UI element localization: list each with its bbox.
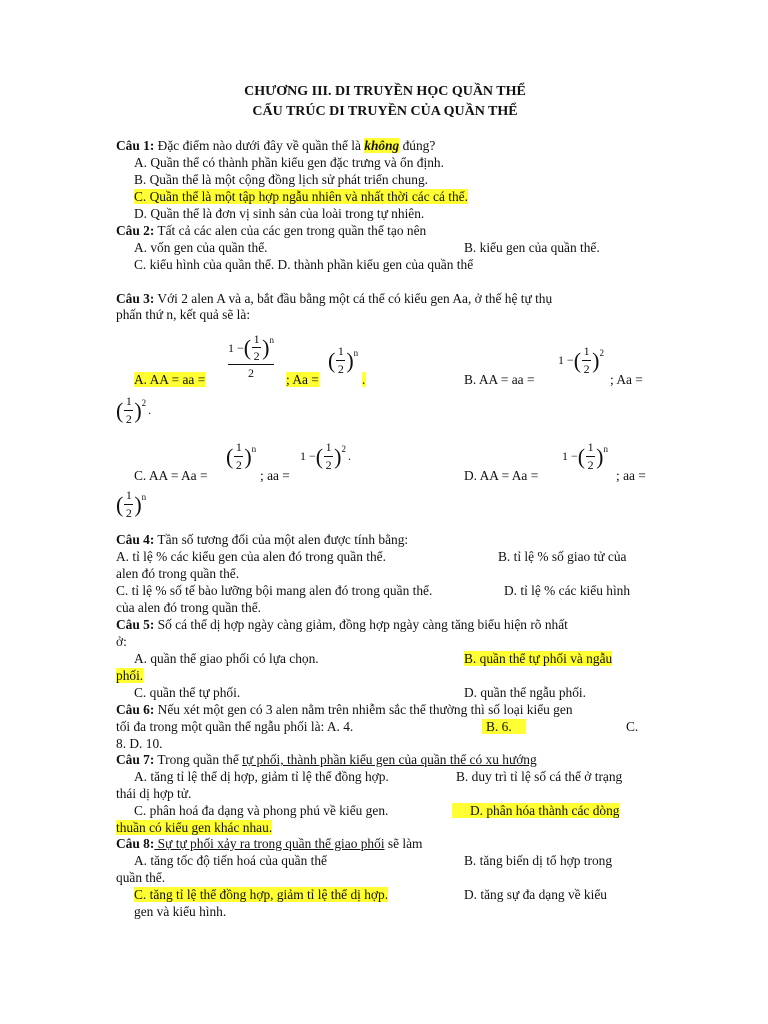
q8-option-b-cont: quần thể. — [116, 870, 166, 885]
q2-option-b: B. kiểu gen của quần thể. — [464, 240, 600, 255]
q1-stem: Câu 1: Đặc điểm nào dưới đây về quần thể là không đúng? — [116, 138, 436, 153]
q7-option-b: B. duy trì tỉ lệ số cá thể ở trạng — [456, 769, 623, 784]
q8-stem: Câu 8: Sự tự phối xảy ra trong quần thể giao phối sẽ làm — [116, 836, 423, 851]
q7-option-b-cont: thái dị hợp tử. — [116, 786, 192, 801]
q3-option-a-end: . — [362, 372, 366, 387]
q3-option-a-label: A. AA = aa = — [134, 372, 206, 387]
q3-option-d-label: D. AA = Aa = — [464, 468, 539, 483]
q3-option-b-pow2: ( 1 2 ) 2 . — [116, 394, 152, 426]
q4-option-b: B. tỉ lệ % số giao tử của — [498, 549, 627, 564]
q5-option-c: C. quần thể tự phối. — [134, 685, 241, 700]
q8-option-d-cont: gen và kiểu hình. — [134, 904, 227, 919]
q7-option-d-cont: thuần có kiểu gen khác nhau. — [116, 820, 273, 835]
q5-stem: Câu 5: Số cá thể dị hợp ngày càng giảm, đồng hợp ngày càng tăng biểu hiện rõ nhất — [116, 617, 568, 632]
q6-option-b: B. 6. — [482, 719, 526, 735]
q5-option-d: D. quần thể ngẫu phối. — [464, 685, 586, 700]
q5-stem-cont: ở: — [116, 634, 127, 649]
q3-option-c-label: C. AA = Aa = — [134, 468, 208, 483]
q4-option-d: D. tỉ lệ % các kiểu hình — [504, 583, 631, 598]
q3-option-d-pow2: ( 1 2 ) n — [116, 488, 147, 520]
q5-option-a: A. quần thể giao phối có lựa chọn. — [134, 651, 319, 666]
q4-option-c: C. tỉ lệ % số tế bào lưỡng bội mang alen đó trong quần thể. — [116, 583, 433, 598]
q4-stem: Câu 4: Tần số tương đối của một alen được tính bằng: — [116, 532, 409, 547]
q3-option-a-mid: ; Aa = — [286, 372, 319, 387]
q3-option-a-frac: 1 − ( 1 2 ) n 2 — [228, 332, 274, 380]
q2-option-a: A. vốn gen của quần thể. — [134, 240, 268, 255]
q4-option-a: A. tỉ lệ % các kiểu gen của alen đó trong quần thể. — [116, 549, 386, 564]
q3-option-d-pow1: 1 − ( 1 2 ) n — [562, 440, 608, 472]
q3-option-d-mid: ; aa = — [616, 468, 646, 483]
q4-option-b-cont: alen đó trong quần thể. — [116, 566, 240, 581]
q1-option-b: B. Quần thể là một cộng đồng lịch sử phát triển chung. — [134, 172, 428, 187]
q3-option-b-label: B. AA = aa = — [464, 372, 535, 387]
q5-option-b-cont: phối. — [116, 668, 144, 683]
q8-option-a: A. tăng tốc độ tiến hoá của quần thể — [134, 853, 327, 868]
chapter-title: CHƯƠNG III. DI TRUYỀN HỌC QUẦN THỂ — [244, 84, 526, 99]
q7-option-c: C. phân hoá đa dạng và phong phú về kiểu gen. — [134, 803, 389, 818]
q1-option-a: A. Quần thể có thành phần kiểu gen đặc trưng và ổn định. — [134, 155, 444, 170]
q1-option-c: C. Quần thể là một tập hợp ngẫu nhiên và nhất thời các cá thể. — [134, 189, 468, 204]
q6-stem: Câu 6: Nếu xét một gen có 3 alen nằm trên nhiễm sắc thể thường thì số loại kiểu gen — [116, 702, 573, 717]
q3-option-c-pow1: ( 1 2 ) n — [226, 440, 257, 472]
q1-option-d: D. Quần thể là đơn vị sinh sản của loài trong tự nhiên. — [134, 206, 425, 221]
q7-stem: Câu 7: Trong quần thể tự phối, thành phần kiểu gen của quần thể có xu hướng — [116, 752, 537, 767]
q3-option-b-mid: ; Aa = — [610, 372, 643, 387]
q2-stem: Câu 2: Tất cả các alen của các gen trong quần thể tạo nên — [116, 223, 427, 238]
q3-option-b-pow1: 1 − ( 1 2 ) 2 — [558, 344, 604, 376]
section-title: CẤU TRÚC DI TRUYỀN CỦA QUẦN THỂ — [252, 104, 518, 119]
q3-option-c-mid: ; aa = — [260, 468, 290, 483]
q3-option-c-pow2: 1 − ( 1 2 ) 2 . — [300, 440, 351, 472]
q8-option-b: B. tăng biến dị tổ hợp trong — [464, 853, 613, 868]
q2-options-cd: C. kiểu hình của quần thể. D. thành phần kiểu gen của quần thể — [134, 257, 474, 272]
q5-option-b: B. quần thể tự phối và ngẫu — [464, 651, 613, 666]
q6-option-c: C. — [626, 719, 639, 734]
q3-option-a-pow: ( 1 2 ) n — [328, 344, 359, 376]
q6-stem-cont: tối đa trong một quần thể ngẫu phối là: A. 4. — [116, 719, 354, 734]
q6-option-cd-cont: 8. D. 10. — [116, 736, 163, 751]
q7-option-a: A. tăng tỉ lệ thể dị hợp, giảm tỉ lệ thể đồng hợp. — [134, 769, 389, 784]
q3-stem: Câu 3: Với 2 alen A và a, bắt đầu bằng một cá thể có kiểu gen Aa, ở thế hệ tự thụ — [116, 291, 553, 306]
q7-option-d: D. phân hóa thành các dòng — [452, 803, 619, 819]
q8-option-c: C. tăng tỉ lệ thể đồng hợp, giảm tỉ lệ thể dị hợp. — [134, 887, 389, 902]
q3-stem-cont: phấn thứ n, kết quả sẽ là: — [116, 307, 251, 322]
q8-option-d: D. tăng sự đa dạng về kiểu — [464, 887, 607, 902]
q4-option-d-cont: của alen đó trong quần thể. — [116, 600, 262, 615]
